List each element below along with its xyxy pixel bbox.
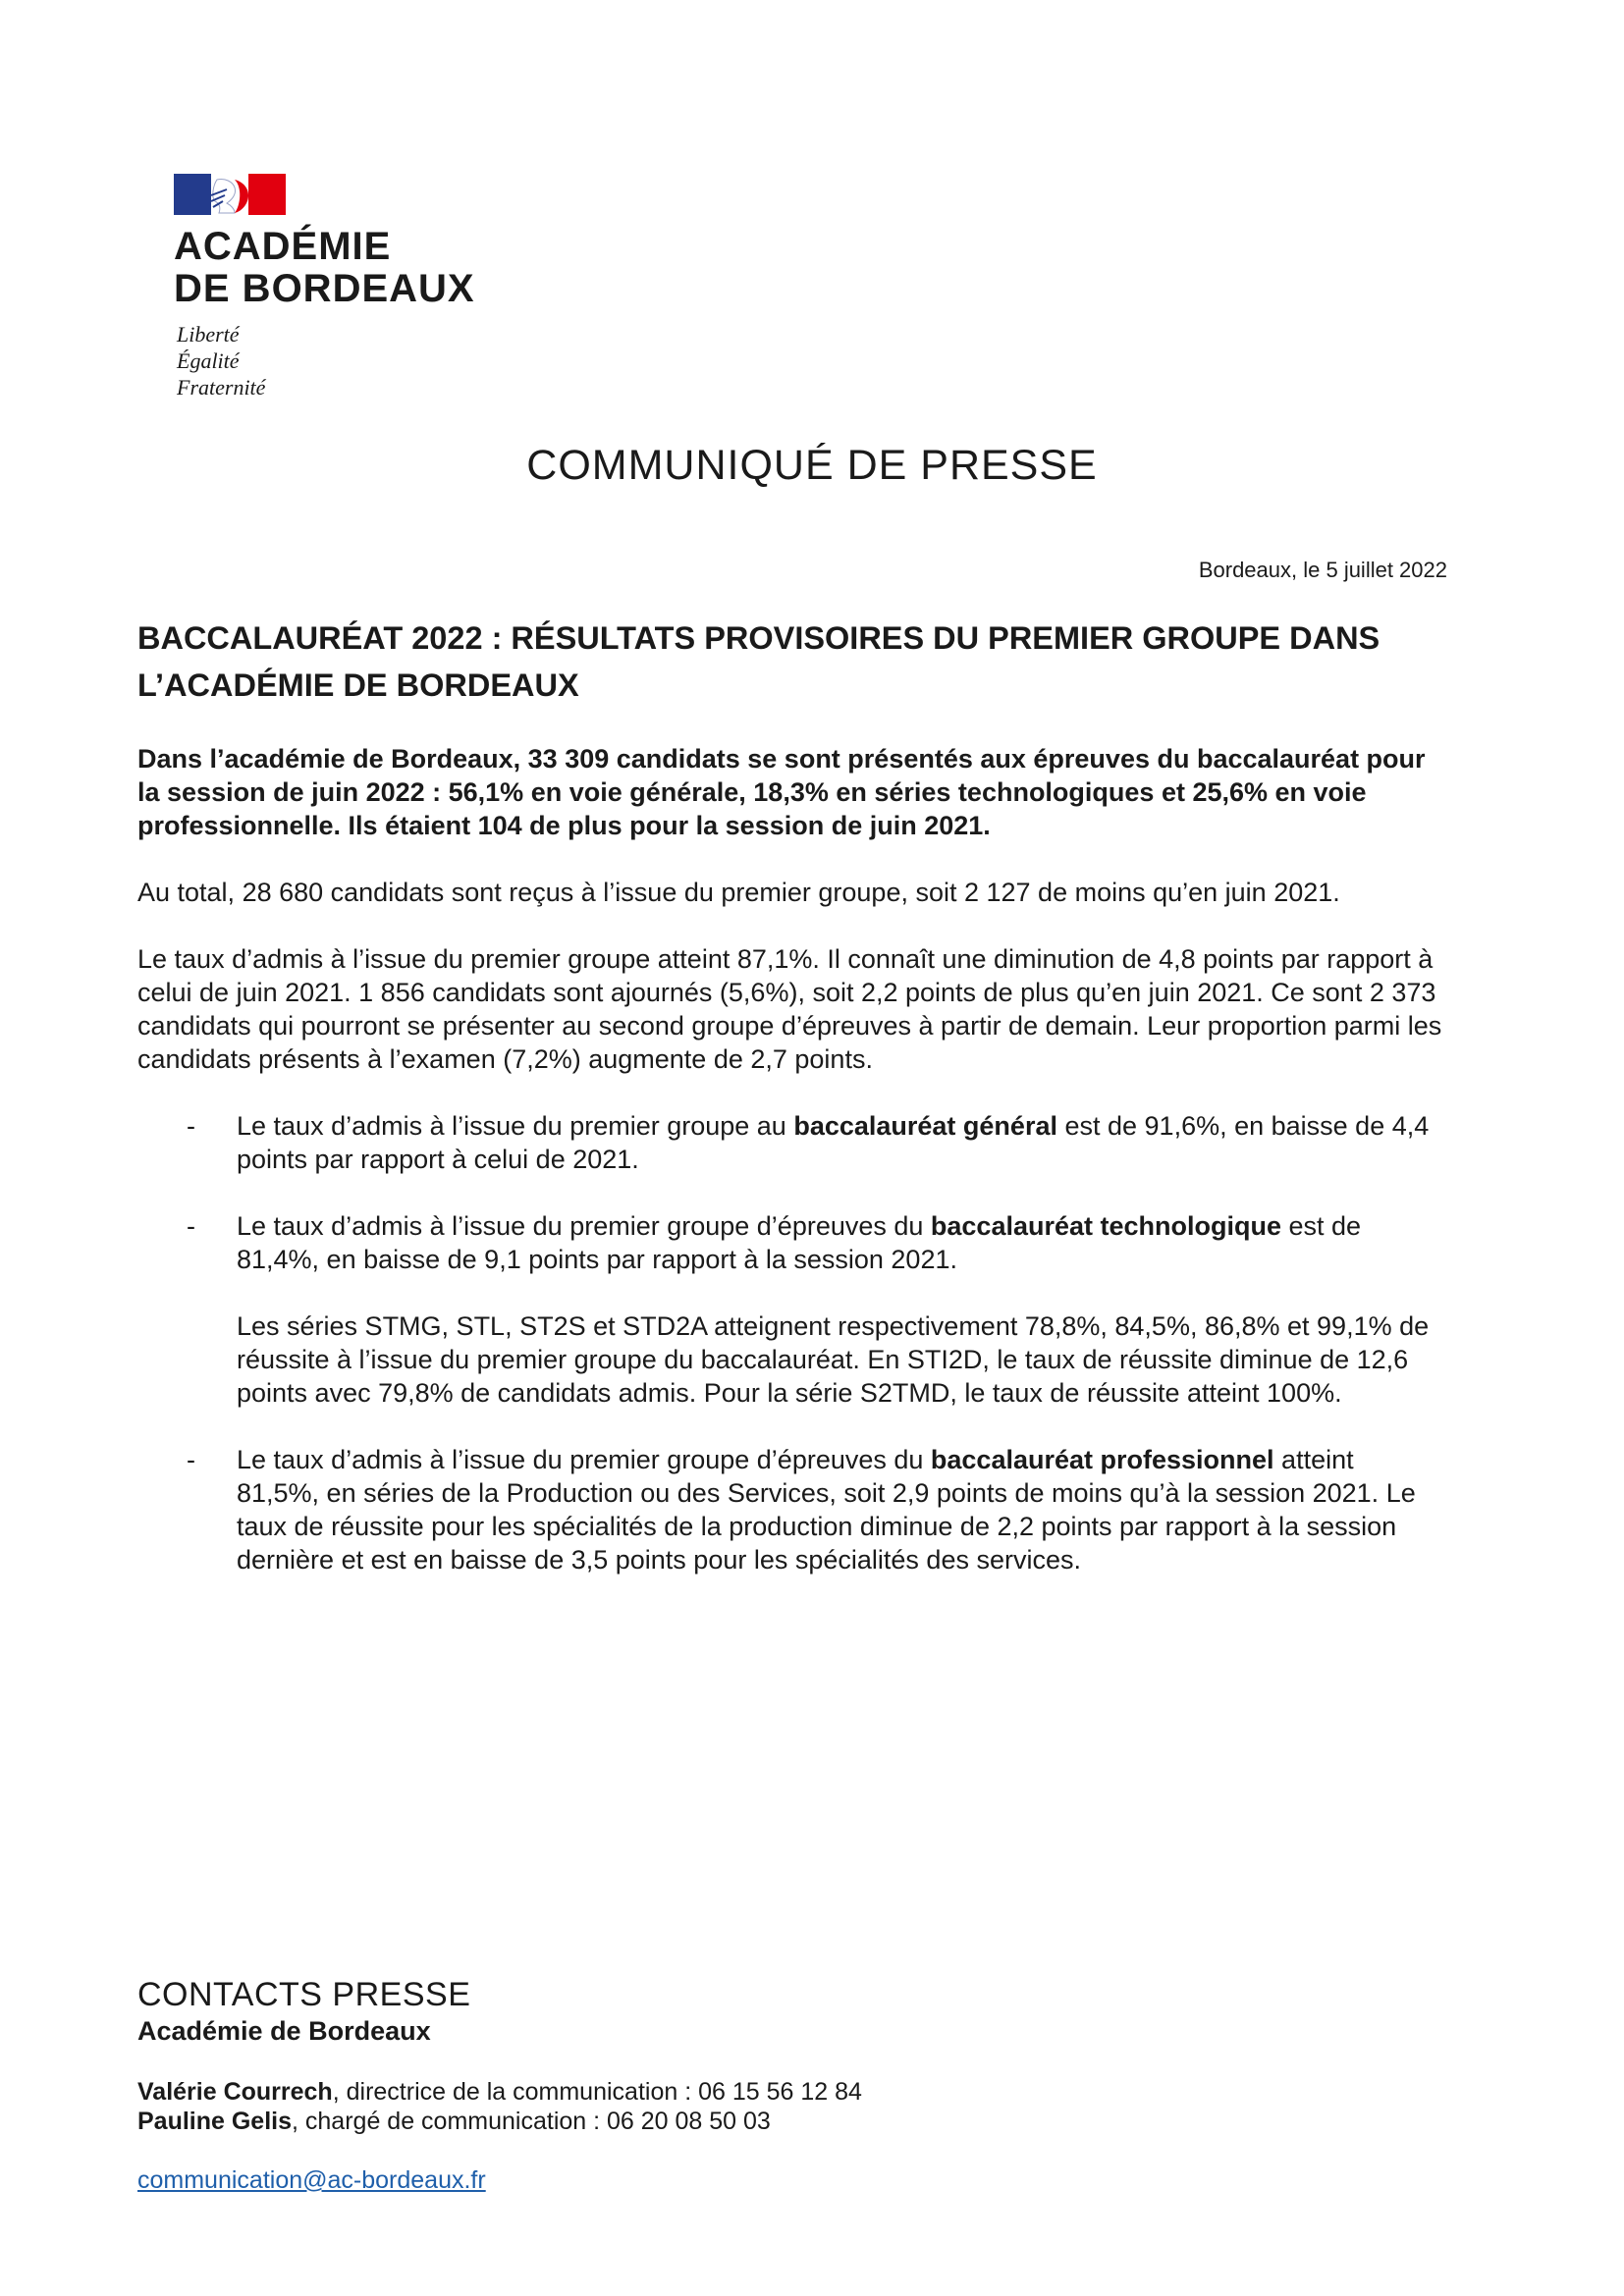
list-item-technologique (137, 1209, 1443, 1410)
list-item-text: Le taux d’admis à l’issue du premier groupe au baccalauréat général est de 91,6%, en baisse de 4,4 points par rapport à celui de 2021. (237, 1111, 1430, 1174)
contact-list (137, 2077, 1316, 2136)
headline: BACCALAURÉAT 2022 : RÉSULTATS PROVISOIRES DU PREMIER GROUPE DANS L’ACADÉMIE DE BORDEAUX (137, 620, 1380, 703)
press-release-heading: COMMUNIQUÉ DE PRESSE (526, 442, 1098, 489)
paragraph-rate: Le taux d’admis à l’issue du premier groupe atteint 87,1%. Il connaît une diminution de 4,8 points par rapport à celui de juin 2021. 1 856 candidats sont ajournés (5,6%), soit 2,2 points de plus qu’en juin 2021. Ce sont 2 373 candidats qui pourront se présenter au second groupe d’épreuves à partir de demain. Leur proportion parmi les candidats présents à l’examen (7,2%) augmente de 2,7 points. (137, 944, 1442, 1074)
contact-name: Valérie Courrech (137, 2078, 333, 2106)
paragraph-total: Au total, 28 680 candidats sont reçus à l’issue du premier groupe, soit 2 127 de moins qu’en juin 2021. (137, 878, 1340, 907)
list-dash: - (187, 1445, 195, 1474)
email-link[interactable]: communication@ac-bordeaux.fr (137, 2166, 486, 2194)
contacts-title: CONTACTS PRESSE (137, 1976, 471, 2013)
contacts-org: Académie de Bordeaux (137, 2016, 431, 2046)
list-dash: - (187, 1111, 195, 1141)
press-contacts (137, 1975, 1316, 2195)
results-list (137, 1109, 1443, 1576)
bold-term: baccalauréat général (793, 1111, 1057, 1141)
motto-egalite: Égalité (177, 348, 240, 373)
marianne-flag-icon (174, 174, 286, 215)
release-date: Bordeaux, le 5 juillet 2022 (1198, 558, 1447, 582)
list-item-text: Le taux d’admis à l’issue du premier groupe d’épreuves du baccalauréat technologique est de 81,4%, en baisse de 9,1 points par rapport à la session 2021. (237, 1211, 1362, 1274)
motto (177, 321, 265, 400)
bold-term: baccalauréat technologique (930, 1211, 1281, 1241)
list-item-professionnel (137, 1443, 1443, 1576)
contact-role: , directrice de la communication : 06 15 56 12 84 (332, 2078, 862, 2106)
contact-name: Pauline Gelis (137, 2108, 293, 2135)
academy-logo (174, 174, 475, 400)
logo-title (174, 226, 527, 310)
list-item-text: Le taux d’admis à l’issue du premier groupe d’épreuves du baccalauréat professionnel atteint 81,5%, en séries de la Production ou des Services, soit 2,9 points de moins qu’à la session 2021. Le taux de réussite pour les spécialités de la production diminue de 2,2 points par rapport à la session dernière et est en baisse de 3,5 points pour les spécialités des services. (237, 1445, 1416, 1575)
contact-line (137, 2077, 1316, 2107)
bold-term: baccalauréat professionnel (930, 1445, 1274, 1474)
list-dash: - (187, 1211, 195, 1241)
logo-title-line2: DE BORDEAUX (174, 267, 475, 310)
motto-fraternite: Fraternité (177, 375, 266, 400)
body-content (137, 742, 1443, 1610)
motto-liberte: Liberté (177, 322, 240, 347)
list-item-general (137, 1109, 1443, 1176)
list-item-subparagraph: Les séries STMG, STL, ST2S et STD2A atteignent respectivement 78,8%, 84,5%, 86,8% et 99,1% de réussite à l’issue du premier groupe du baccalauréat. En STI2D, le taux de réussite diminue de 12,6 points avec 79,8% de candidats admis. Pour la série S2TMD, le taux de réussite atteint 100%. (237, 1311, 1430, 1408)
logo-title-line1: ACADÉMIE (174, 225, 392, 268)
lead-paragraph: Dans l’académie de Bordeaux, 33 309 candidats se sont présentés aux épreuves du baccalauréat pour la session de juin 2022 : 56,1% en voie générale, 18,3% en séries technologiques et 25,6% en voie professionnelle. Ils étaient 104 de plus pour la session de juin 2021. (137, 744, 1426, 840)
contact-line (137, 2107, 1316, 2136)
contact-role: , chargé de communication : 06 20 08 50 03 (292, 2108, 771, 2135)
